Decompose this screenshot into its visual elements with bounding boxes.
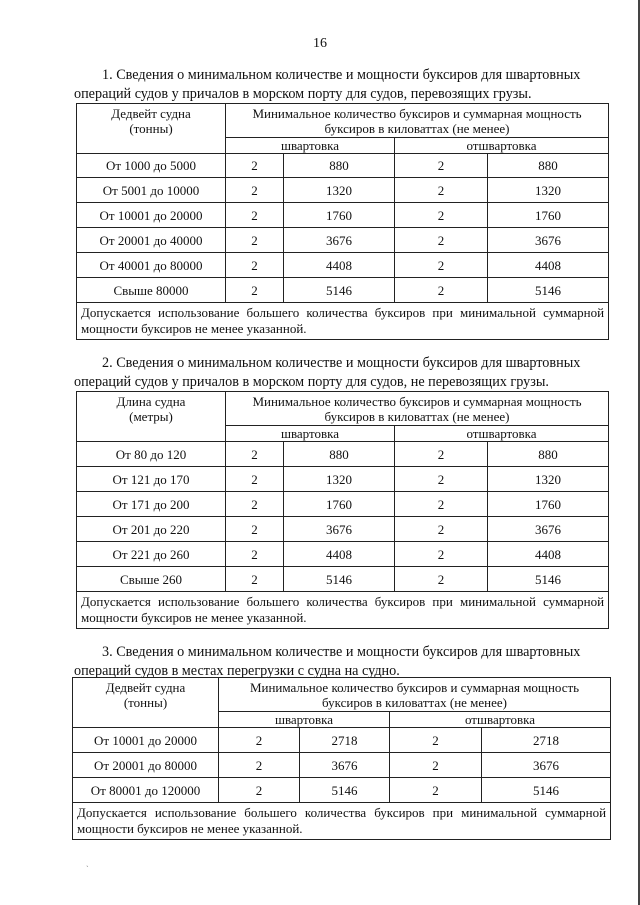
header-top-line-1: Минимальное количество буксиров и суммарная мощность xyxy=(252,394,582,409)
mooring-kw: 2718 xyxy=(300,728,390,753)
mooring-count: 2 xyxy=(226,492,284,517)
row-range: От 121 до 170 xyxy=(77,467,226,492)
mooring-count: 2 xyxy=(219,728,300,753)
mooring-count: 2 xyxy=(226,567,284,592)
table-row xyxy=(77,442,609,467)
row-range: От 1000 до 5000 xyxy=(77,154,226,178)
mooring-count: 2 xyxy=(226,542,284,567)
unmooring-count: 2 xyxy=(395,203,488,228)
mooring-kw: 880 xyxy=(284,154,395,178)
table-row xyxy=(73,728,611,753)
mooring-count: 2 xyxy=(226,253,284,278)
unmooring-kw: 5146 xyxy=(482,778,611,803)
unmooring-count: 2 xyxy=(395,442,488,467)
row-range: От 40001 до 80000 xyxy=(77,253,226,278)
mooring-count: 2 xyxy=(226,517,284,542)
mooring-kw: 5146 xyxy=(300,778,390,803)
mooring-kw: 1760 xyxy=(284,492,395,517)
unmooring-kw: 3676 xyxy=(482,753,611,778)
header-left-line-2: (тонны) xyxy=(129,121,173,136)
section-3-heading xyxy=(74,643,614,681)
mooring-kw: 5146 xyxy=(284,567,395,592)
unmooring-kw: 2718 xyxy=(482,728,611,753)
row-range: От 201 до 220 xyxy=(77,517,226,542)
row-range: От 221 до 260 xyxy=(77,542,226,567)
header-deadweight xyxy=(77,104,226,154)
mooring-kw: 3676 xyxy=(284,517,395,542)
mooring-count: 2 xyxy=(226,467,284,492)
unmooring-kw: 3676 xyxy=(488,228,609,253)
table-row xyxy=(77,542,609,567)
mooring-count: 2 xyxy=(226,442,284,467)
row-range: От 5001 до 10000 xyxy=(77,178,226,203)
table-note: Допускается использование большего количества буксиров при минимальной суммарной мощности буксиров не менее указанной. xyxy=(77,303,609,340)
scan-speck: ˎ xyxy=(86,858,89,867)
unmooring-count: 2 xyxy=(395,154,488,178)
header-top-line-2: буксиров в киловаттах (не менее) xyxy=(322,695,507,710)
unmooring-kw: 4408 xyxy=(488,253,609,278)
heading-line-1: 1. Сведения о минимальном количестве и мощности буксиров для швартовных xyxy=(102,67,581,83)
header-top-line-2: буксиров в киловаттах (не менее) xyxy=(324,409,510,424)
header-deadweight xyxy=(73,678,219,728)
header-unmooring: отшвартовка xyxy=(390,712,611,728)
row-range: От 20001 до 40000 xyxy=(77,228,226,253)
mooring-kw: 1320 xyxy=(284,178,395,203)
row-range: Свыше 260 xyxy=(77,567,226,592)
page-number: 16 xyxy=(313,36,327,51)
row-range: От 80 до 120 xyxy=(77,442,226,467)
header-left-line-1: Дедвейт судна xyxy=(105,680,186,695)
mooring-kw: 1320 xyxy=(284,467,395,492)
header-unmooring: отшвартовка xyxy=(395,426,609,442)
unmooring-count: 2 xyxy=(395,278,488,303)
mooring-count: 2 xyxy=(219,778,300,803)
header-mooring: швартовка xyxy=(226,426,395,442)
header-unmooring: отшвартовка xyxy=(395,138,609,154)
unmooring-kw: 4408 xyxy=(488,542,609,567)
unmooring-count: 2 xyxy=(395,492,488,517)
table-row xyxy=(77,228,609,253)
unmooring-kw: 5146 xyxy=(488,278,609,303)
table-row xyxy=(77,517,609,542)
heading-line-2: операций судов у причалов в морском порту для судов, не перевозящих грузы. xyxy=(74,374,549,390)
row-range: От 171 до 200 xyxy=(77,492,226,517)
unmooring-count: 2 xyxy=(395,253,488,278)
mooring-kw: 5146 xyxy=(284,278,395,303)
table-row xyxy=(77,154,609,178)
unmooring-kw: 880 xyxy=(488,442,609,467)
table-row xyxy=(77,467,609,492)
header-min-tugs-power xyxy=(226,392,609,426)
table-row xyxy=(77,178,609,203)
unmooring-count: 2 xyxy=(395,178,488,203)
mooring-count: 2 xyxy=(226,203,284,228)
mooring-kw: 4408 xyxy=(284,542,395,567)
unmooring-kw: 1760 xyxy=(488,203,609,228)
row-range: От 10001 до 20000 xyxy=(77,203,226,228)
mooring-kw: 1760 xyxy=(284,203,395,228)
unmooring-count: 2 xyxy=(390,753,482,778)
header-mooring: швартовка xyxy=(219,712,390,728)
unmooring-count: 2 xyxy=(395,542,488,567)
header-length xyxy=(77,392,226,442)
table-row xyxy=(77,253,609,278)
heading-line-2: операций судов у причалов в морском порту для судов, перевозящих грузы. xyxy=(74,86,532,102)
unmooring-count: 2 xyxy=(395,567,488,592)
heading-line-1: 2. Сведения о минимальном количестве и мощности буксиров для швартовных xyxy=(102,355,581,371)
table-row xyxy=(73,753,611,778)
unmooring-kw: 1320 xyxy=(488,467,609,492)
table-note: Допускается использование большего количества буксиров при минимальной суммарной мощности буксиров не менее указанной. xyxy=(77,592,609,629)
unmooring-kw: 880 xyxy=(488,154,609,178)
table-row xyxy=(77,492,609,517)
table-2-tug-requirements-non-cargo xyxy=(76,391,609,629)
unmooring-count: 2 xyxy=(395,517,488,542)
mooring-count: 2 xyxy=(219,753,300,778)
row-range: Свыше 80000 xyxy=(77,278,226,303)
mooring-kw: 3676 xyxy=(300,753,390,778)
table-1-tug-requirements-cargo xyxy=(76,103,609,340)
unmooring-count: 2 xyxy=(390,778,482,803)
unmooring-kw: 1320 xyxy=(488,178,609,203)
table-row xyxy=(77,278,609,303)
row-range: От 10001 до 20000 xyxy=(73,728,219,753)
table-note: Допускается использование большего количества буксиров при минимальной суммарной мощности буксиров не менее указанной. xyxy=(73,803,611,840)
header-left-line-2: (тонны) xyxy=(123,695,168,710)
mooring-count: 2 xyxy=(226,154,284,178)
heading-line-2: операций судов в местах перегрузки с судна на судно. xyxy=(74,663,400,679)
unmooring-count: 2 xyxy=(390,728,482,753)
header-left-line-1: Дедвейт судна xyxy=(111,106,191,121)
unmooring-kw: 3676 xyxy=(488,517,609,542)
mooring-kw: 4408 xyxy=(284,253,395,278)
unmooring-kw: 1760 xyxy=(488,492,609,517)
unmooring-kw: 5146 xyxy=(488,567,609,592)
table-row xyxy=(73,778,611,803)
unmooring-count: 2 xyxy=(395,228,488,253)
unmooring-count: 2 xyxy=(395,467,488,492)
table-3-tug-requirements-ship-to-ship xyxy=(72,677,611,840)
mooring-kw: 3676 xyxy=(284,228,395,253)
header-top-line-2: буксиров в киловаттах (не менее) xyxy=(324,121,510,136)
heading-line-1: 3. Сведения о минимальном количестве и мощности буксиров для швартовных xyxy=(102,644,581,660)
mooring-count: 2 xyxy=(226,178,284,203)
section-1-heading xyxy=(74,66,614,104)
mooring-count: 2 xyxy=(226,278,284,303)
table-row xyxy=(77,203,609,228)
mooring-count: 2 xyxy=(226,228,284,253)
header-left-line-2: (метры) xyxy=(129,409,173,424)
row-range: От 20001 до 80000 xyxy=(73,753,219,778)
header-left-line-1: Длина судна xyxy=(116,394,186,409)
header-top-line-1: Минимальное количество буксиров и суммарная мощность xyxy=(249,680,580,695)
header-min-tugs-power xyxy=(219,678,611,712)
mooring-kw: 880 xyxy=(284,442,395,467)
table-row xyxy=(77,567,609,592)
row-range: От 80001 до 120000 xyxy=(73,778,219,803)
header-mooring: швартовка xyxy=(226,138,395,154)
header-top-line-1: Минимальное количество буксиров и суммарная мощность xyxy=(252,106,582,121)
header-min-tugs-power xyxy=(226,104,609,138)
section-2-heading xyxy=(74,354,614,392)
